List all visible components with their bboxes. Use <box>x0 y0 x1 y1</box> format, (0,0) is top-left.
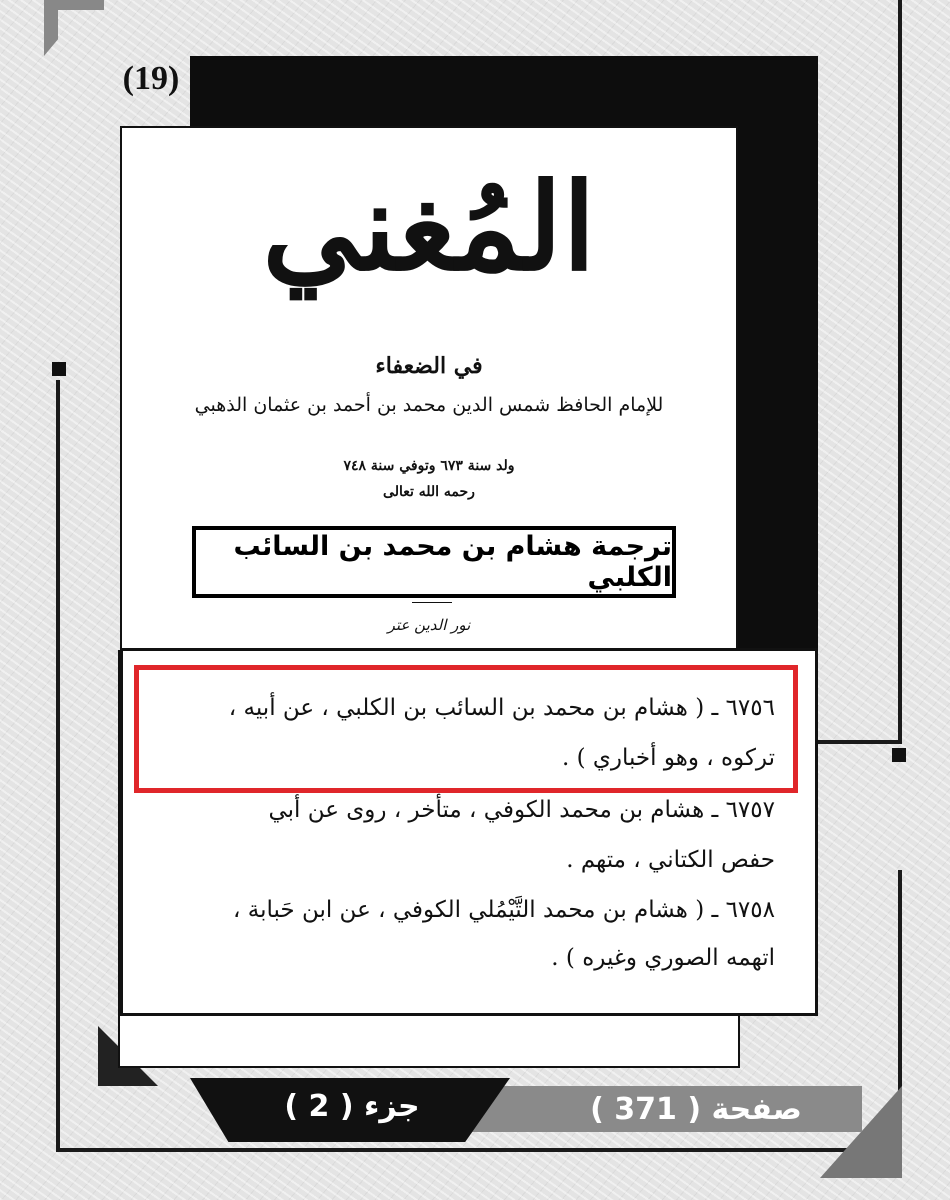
entry-6757-line-1: ٦٧٥٧ ـ هشام بن محمد الكوفي ، متأخر ، روى عن أبي <box>268 797 775 823</box>
footer-part-label: جزء ( 2 ) <box>284 1088 420 1124</box>
frame-line-bottom-horizontal <box>56 1148 902 1152</box>
frame-line-left-vertical <box>56 380 60 1150</box>
entry-6756-line-2: تركوه ، وهو أخباري ) . <box>561 745 775 771</box>
page-number-badge: (19) <box>122 60 180 97</box>
decor-square-left <box>52 362 66 376</box>
highlight-box <box>134 665 798 793</box>
decor-square-right <box>892 748 906 762</box>
entry-6756-line-1: ٦٧٥٦ ـ ( هشام بن محمد بن السائب بن الكلبي ، عن أبيه ، <box>228 695 775 721</box>
headline-text: ترجمة هشام بن محمد بن السائب الكلبي <box>233 531 672 593</box>
cover-editor: نور الدين عتر <box>387 616 471 634</box>
cover-rahmah: رحمه الله تعالى <box>383 484 475 500</box>
cover-editor-divider <box>412 602 452 603</box>
cover-author: للإمام الحافظ شمس الدين محمد بن أحمد بن عثمان الذهبي <box>194 394 664 416</box>
cover-subtitle: في الضعفاء <box>375 353 483 379</box>
frame-line-top-right-vertical <box>898 0 902 740</box>
entry-6758-line-2: اتهمه الصوري وغيره ) . <box>551 945 775 971</box>
cover-title: المُغني <box>262 157 596 298</box>
cover-dates: ولد سنة ٦٧٣ وتوفي سنة ٧٤٨ <box>343 458 515 474</box>
headline-box <box>192 526 676 598</box>
entry-6758-line-1: ٦٧٥٨ ـ ( هشام بن محمد التَّيْمُلي الكوفي ، عن ابن حَبابة ، <box>233 897 775 923</box>
entry-6757-line-2: حفص الكتاني ، متهم . <box>566 847 775 873</box>
frame-line-right-horizontal <box>818 740 902 744</box>
footer-page-label: صفحة ( 371 ) <box>590 1091 802 1127</box>
